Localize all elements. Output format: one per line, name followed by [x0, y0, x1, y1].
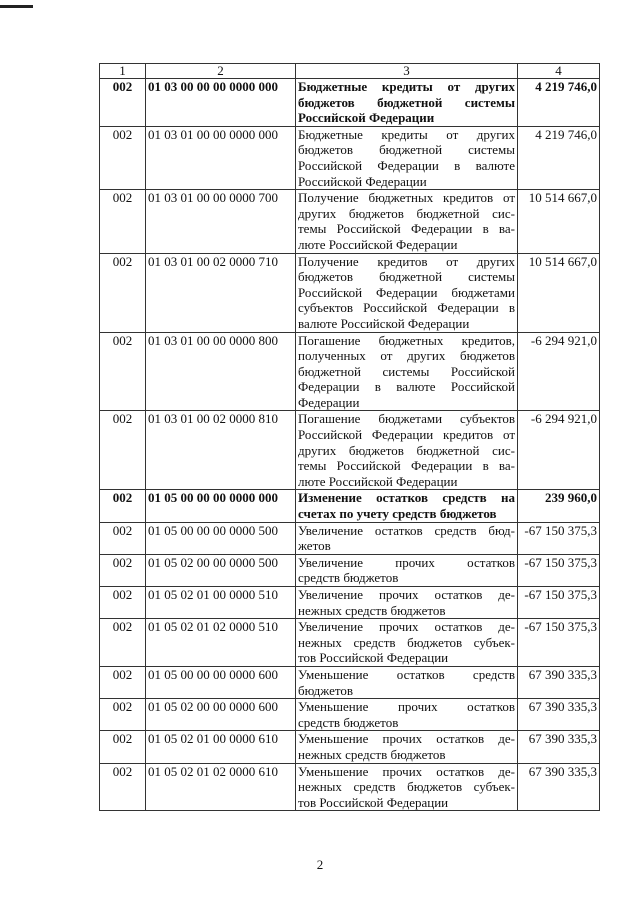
amount-cell: 239 960,0: [518, 490, 600, 522]
description-line: Уменьшение прочих остатков де-: [298, 763, 515, 779]
description-cell: [296, 699, 518, 731]
table-row: [100, 126, 600, 189]
budget-classification-code-cell: 01 05 02 01 02 0000 610: [146, 763, 296, 811]
amount-cell: -67 150 375,3: [518, 619, 600, 667]
table-row: [100, 619, 600, 667]
description-cell: [296, 490, 518, 522]
description-line: нежных средств бюджетов: [298, 746, 446, 762]
description-line: бюджетов бюджетной системы: [298, 269, 515, 285]
description-line: темы Российской Федерации в ва-: [298, 458, 515, 474]
description-line: Бюджетные кредиты от других: [298, 126, 515, 142]
admin-code-cell: 002: [100, 332, 146, 411]
description-line: Увеличение прочих остатков: [298, 554, 515, 570]
description-line: Изменение остатков средств на: [298, 490, 515, 506]
description-cell: [296, 522, 518, 554]
description-line: жетов: [298, 538, 331, 554]
budget-classification-code-cell: 01 05 02 01 02 0000 510: [146, 619, 296, 667]
page-number: 2: [316, 857, 324, 872]
amount-cell: 4 219 746,0: [518, 79, 600, 127]
budget-classification-code-cell: 01 05 02 00 00 0000 600: [146, 699, 296, 731]
description-line: Увеличение прочих остатков де-: [298, 619, 515, 635]
table-row: [100, 411, 600, 490]
description-line: люте Российской Федерации: [298, 236, 458, 252]
admin-code-cell: 002: [100, 731, 146, 763]
description-cell: [296, 666, 518, 698]
description-line: Уменьшение прочих остатков де-: [298, 731, 515, 747]
budget-classification-code-cell: 01 03 01 00 02 0000 710: [146, 253, 296, 332]
amount-cell: 67 390 335,3: [518, 763, 600, 811]
table-row: [100, 253, 600, 332]
description-line: нежных средств бюджетов субъек-: [298, 634, 515, 650]
admin-code-cell: 002: [100, 190, 146, 253]
admin-code-cell: 002: [100, 253, 146, 332]
budget-classification-code-cell: 01 05 02 00 00 0000 500: [146, 554, 296, 586]
description-line: Погашение бюджетных кредитов,: [298, 332, 515, 348]
admin-code-cell: 002: [100, 554, 146, 586]
description-line: темы Российской Федерации в ва-: [298, 221, 515, 237]
amount-cell: -67 150 375,3: [518, 587, 600, 619]
description-cell: [296, 619, 518, 667]
description-line: Российской Федерации бюджетами: [298, 284, 515, 300]
description-line: Получение бюджетных кредитов от: [298, 190, 515, 206]
description-line: других бюджетов бюджетной сис-: [298, 205, 515, 221]
description-line: валюте Российской Федерации: [298, 315, 470, 331]
column-header-2: 2: [146, 64, 296, 79]
description-line: Уменьшение прочих остатков: [298, 699, 515, 715]
description-line: нежных средств бюджетов: [298, 602, 446, 618]
amount-cell: 67 390 335,3: [518, 666, 600, 698]
table-row: [100, 554, 600, 586]
description-line: бюджетов бюджетной системы: [298, 94, 515, 110]
table-row: [100, 79, 600, 127]
table-row: [100, 332, 600, 411]
description-cell: [296, 411, 518, 490]
description-cell: [296, 126, 518, 189]
description-line: Российской Федерации в валюте: [298, 157, 515, 173]
description-line: счетах по учету средств бюджетов: [298, 506, 497, 522]
amount-cell: 67 390 335,3: [518, 731, 600, 763]
table-row: [100, 763, 600, 811]
description-line: нежных средств бюджетов субъек-: [298, 779, 515, 795]
admin-code-cell: 002: [100, 79, 146, 127]
description-line: бюджетов бюджетной системы: [298, 142, 515, 158]
description-line: Федерации в валюте Российской: [298, 379, 515, 395]
budget-classification-code-cell: 01 05 00 00 00 0000 500: [146, 522, 296, 554]
budget-classification-code-cell: 01 03 01 00 00 0000 000: [146, 126, 296, 189]
budget-sources-table: [99, 63, 600, 811]
description-line: бюджетов: [298, 682, 354, 698]
admin-code-cell: 002: [100, 126, 146, 189]
description-cell: [296, 79, 518, 127]
table-row: [100, 522, 600, 554]
column-header-1: 1: [100, 64, 146, 79]
description-line: Увеличение остатков средств бюд-: [298, 522, 515, 538]
description-line: средств бюджетов: [298, 714, 399, 730]
description-line: полученных от других бюджетов: [298, 348, 515, 364]
table-row: [100, 699, 600, 731]
description-cell: [296, 554, 518, 586]
amount-cell: 10 514 667,0: [518, 253, 600, 332]
budget-classification-code-cell: 01 03 01 00 02 0000 810: [146, 411, 296, 490]
description-line: Погашение бюджетами субъектов: [298, 411, 515, 427]
amount-cell: -67 150 375,3: [518, 554, 600, 586]
description-line: тов Российской Федерации: [298, 650, 449, 666]
description-line: Российской Федерации: [298, 110, 435, 126]
description-cell: [296, 587, 518, 619]
description-line: бюджетной системы Российской: [298, 363, 515, 379]
description-cell: [296, 190, 518, 253]
description-line: субъектов Российской Федерации в: [298, 300, 515, 316]
budget-classification-code-cell: 01 03 01 00 00 0000 700: [146, 190, 296, 253]
amount-cell: 10 514 667,0: [518, 190, 600, 253]
budget-classification-code-cell: 01 05 02 01 00 0000 510: [146, 587, 296, 619]
description-line: Российской Федерации кредитов от: [298, 427, 515, 443]
description-line: Уменьшение остатков средств: [298, 666, 515, 682]
description-cell: [296, 332, 518, 411]
description-cell: [296, 731, 518, 763]
description-line: тов Российской Федерации: [298, 794, 449, 810]
admin-code-cell: 002: [100, 587, 146, 619]
budget-classification-code-cell: 01 05 02 01 00 0000 610: [146, 731, 296, 763]
amount-cell: 4 219 746,0: [518, 126, 600, 189]
column-number-row: [100, 64, 600, 79]
description-line: Увеличение прочих остатков де-: [298, 587, 515, 602]
description-line: Федерации: [298, 394, 360, 410]
table-row: [100, 666, 600, 698]
amount-cell: -6 294 921,0: [518, 332, 600, 411]
admin-code-cell: 002: [100, 619, 146, 667]
description-cell: [296, 763, 518, 811]
description-cell: [296, 253, 518, 332]
admin-code-cell: 002: [100, 699, 146, 731]
admin-code-cell: 002: [100, 522, 146, 554]
budget-classification-code-cell: 01 05 00 00 00 0000 600: [146, 666, 296, 698]
top-edge-rule: [0, 5, 33, 8]
column-header-3: 3: [296, 64, 518, 79]
amount-cell: -67 150 375,3: [518, 522, 600, 554]
amount-cell: 67 390 335,3: [518, 699, 600, 731]
table-row: [100, 731, 600, 763]
table-row: [100, 587, 600, 619]
description-line: средств бюджетов: [298, 570, 399, 586]
description-line: других бюджетов бюджетной сис-: [298, 442, 515, 458]
budget-classification-code-cell: 01 05 00 00 00 0000 000: [146, 490, 296, 522]
admin-code-cell: 002: [100, 666, 146, 698]
budget-classification-code-cell: 01 03 01 00 00 0000 800: [146, 332, 296, 411]
budget-classification-code-cell: 01 03 00 00 00 0000 000: [146, 79, 296, 127]
description-line: люте Российской Федерации: [298, 473, 458, 489]
amount-cell: -6 294 921,0: [518, 411, 600, 490]
description-line: Получение кредитов от других: [298, 253, 515, 269]
admin-code-cell: 002: [100, 763, 146, 811]
description-line: Бюджетные кредиты от других: [298, 79, 515, 94]
column-header-4: 4: [518, 64, 600, 79]
description-line: Российской Федерации: [298, 173, 427, 189]
table-row: [100, 190, 600, 253]
admin-code-cell: 002: [100, 411, 146, 490]
admin-code-cell: 002: [100, 490, 146, 522]
table-row: [100, 490, 600, 522]
